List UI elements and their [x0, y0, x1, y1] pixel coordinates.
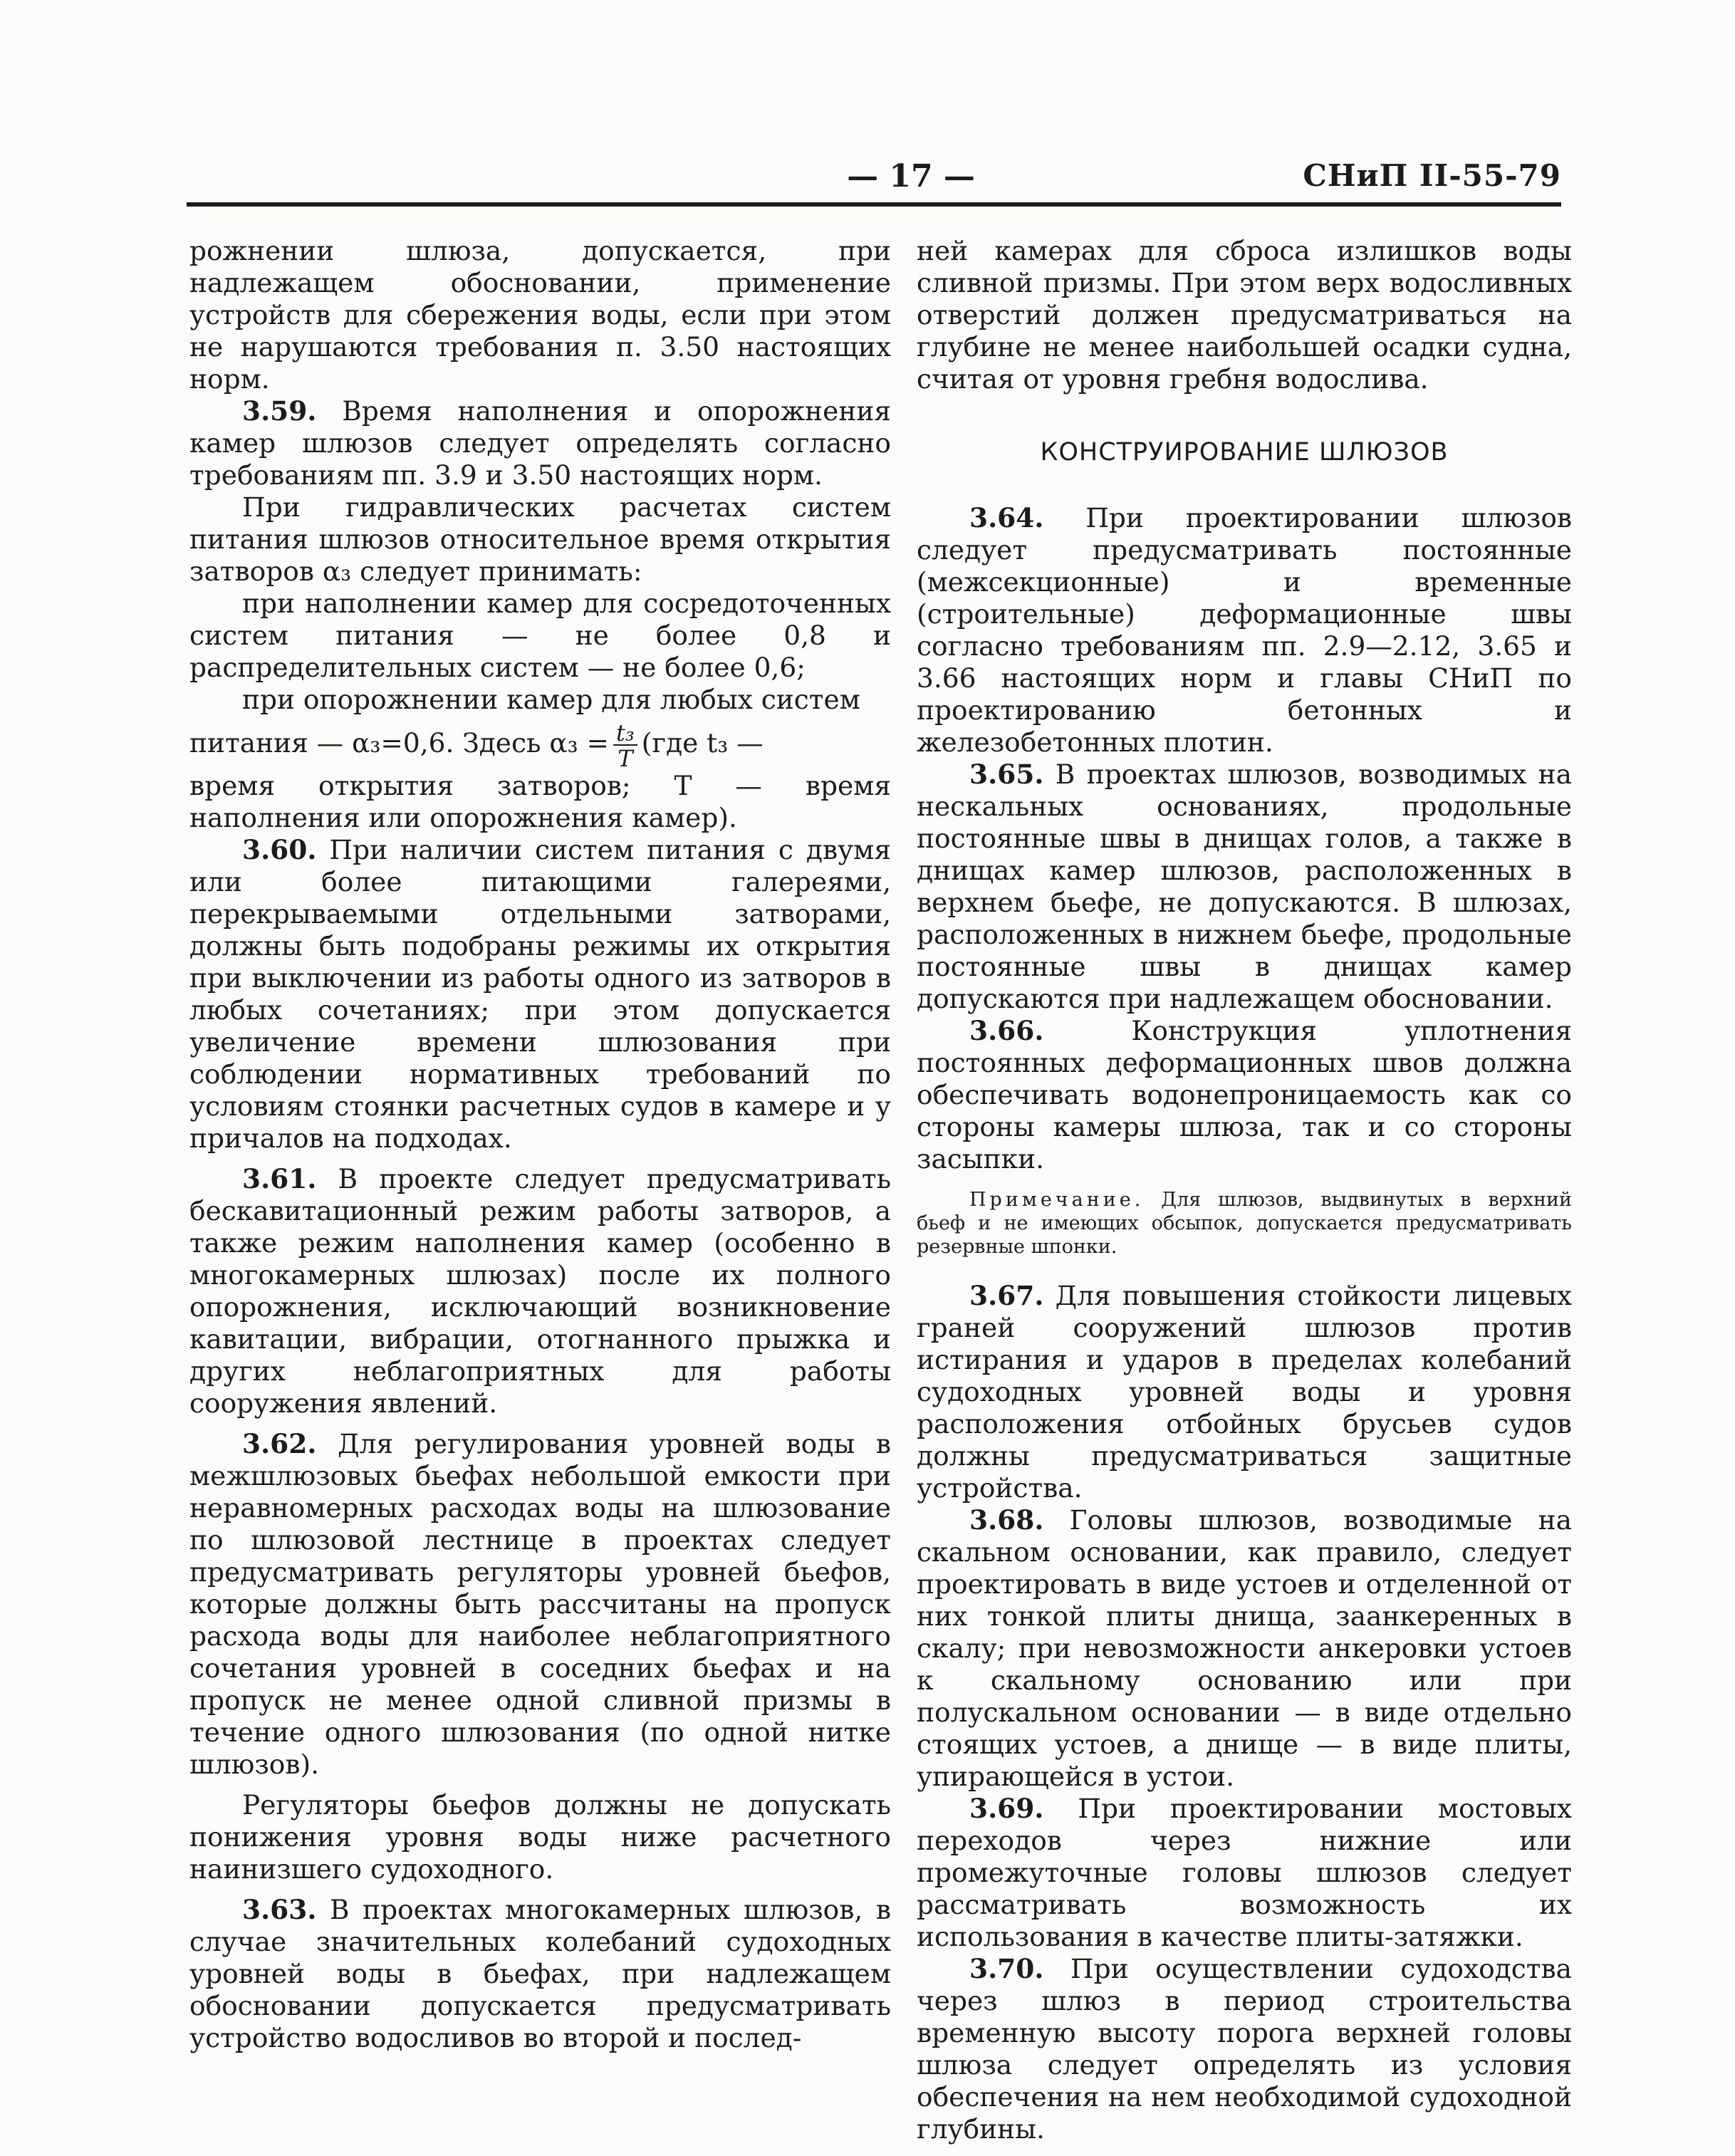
clause-text: При наличии систем питания с двумя или более питающими галереями, перекрываемыми отдельными затворами, должны быть подобраны режимы их открытия при выключении из работы одного из затворов в любых сочетаниях; при этом допускается увеличение времени шлюзования при соблюдении нормативных требований по условиям стоянки расчетных судов в камере и у причалов на подходах. [189, 834, 892, 1154]
paragraph-continuation: рожнении шлюза, допускается, при надлежащем обосновании, применение устройств для сбережения воды, если при этом не нарушаются требования п. 3.50 настоящих норм. [189, 235, 891, 395]
clause-3-70 [917, 1953, 1572, 2145]
page-header [187, 142, 1561, 199]
clause-3-65 [917, 759, 1572, 1015]
clause-number: 3.64. [969, 502, 1044, 533]
clause-text: При проектировании шлюзов следует предусматривать постоянные (межсекционные) и временные (строительные) деформационные швы согласно требованиям пп. 2.9—2.12, 3.65 и 3.66 настоящих норм и главы СНиП по проектированию бетонных и железобетонных плотин. [917, 502, 1573, 758]
clause-number: 3.65. [969, 759, 1044, 790]
clause-text: В проектах шлюзов, возводимых на нескальных основаниях, продольные постоянные швы в днищах голов, а также в днищах камер шлюзов, расположенных в верхнем бьефе, не допускаются. В шлюзах, расположенных в нижнем бьефе, продольные постоянные швы в днищах камер допускаются при надлежащем обосновании. [917, 759, 1572, 1014]
paragraph-continuation: ней камерах для сброса излишков воды сливной призмы. При этом верх водосливных отверстий должен предусматриваться на глубине не менее наибольшей осадки судна, считая от уровня гребня водослива. [917, 235, 1572, 395]
clause-number: 3.60. [242, 834, 317, 865]
clause-number: 3.62. [242, 1428, 317, 1459]
clause-3-68 [917, 1504, 1572, 1793]
right-column [917, 235, 1572, 2145]
clause-text: Головы шлюзов, возводимые на скальном основании, как правило, следует проектировать в виде устоев и отделенной от них тонкой плиты днища, заанкеренных в скалу; при невозможности анкеровки устоев к скальному основанию или при полускальном основании — в виде отдельно стоящих устоев, а днище — в виде плиты, упирающейся в устои. [917, 1504, 1572, 1792]
clause-3-60 [189, 834, 891, 1155]
clause-text: Конструкция уплотнения постоянных деформационных швов должна обеспечивать водонепроницаемость как со стороны камеры шлюза, так и со стороны засыпки. [917, 1015, 1572, 1175]
section-heading: КОНСТРУИРОВАНИЕ ШЛЮЗОВ [1040, 438, 1449, 467]
clause-3-66 [917, 1015, 1572, 1175]
page-number: — 17 — [847, 158, 975, 194]
fraction [613, 719, 637, 772]
clause-text: В проектах многокамерных шлюзов, в случае значительных колебаний судоходных уровней воды в бьефах, при надлежащем обосновании допускается предусматривать устройство водосливов во второй и послед- [189, 1894, 891, 2053]
formula-text: (где t₃ — [641, 727, 764, 759]
clause-text: При проектировании мостовых переходов через нижние или промежуточные головы шлюзов следует рассматривать возможность их использования в качестве плиты-затяжки. [917, 1793, 1573, 1952]
clause-number: 3.67. [969, 1280, 1044, 1311]
paragraph: время открытия затворов; T — время наполнения или опорожнения камер). [189, 770, 891, 833]
clause-3-64 [917, 502, 1572, 759]
paragraph: при наполнении камер для сосредоточенных систем питания — не более 0,8 и распределительных систем — не более 0,6; [189, 588, 891, 683]
clause-number: 3.69. [969, 1793, 1044, 1824]
clause-text: Для регулирования уровней воды в межшлюзовых бьефах небольшой емкости при неравномерных расходах воды на шлюзование по шлюзовой лестнице в проектах следует предусматривать регуляторы уровней бьефов, которые должны быть рассчитаны на пропуск расхода воды для наиболее неблагоприятного сочетания уровней в соседних бьефах и на пропуск не менее одной сливной призмы в течение одного шлюзования (по одной нитке шлюзов). [189, 1428, 892, 1780]
clause-number: 3.66. [969, 1015, 1044, 1046]
formula-line [189, 716, 891, 770]
clause-number: 3.63. [242, 1894, 317, 1925]
clause-number: 3.70. [969, 1953, 1044, 1984]
formula-text: питания — α₃=0,6. Здесь α₃ = [189, 727, 610, 759]
clause-text: В проекте следует предусматривать бескавитационный режим работы затворов, а также режим наполнения камер (особенно в многокамерных шлюзах) после их полного опорожнения, исключающий возникновение кавитации, вибрации, отогнанного прыжка и других неблагоприятных для работы сооружения явлений. [189, 1163, 891, 1419]
paragraph: При гидравлических расчетах систем питания шлюзов относительное время открытия затворов α₃ следует принимать: [189, 491, 891, 587]
clause-3-62 [189, 1428, 891, 1781]
clause-number: 3.68. [969, 1504, 1044, 1536]
left-column [189, 235, 891, 2054]
clause-3-59 [189, 395, 891, 491]
clause-3-61 [189, 1163, 891, 1420]
fraction-numerator: t₃ [613, 722, 637, 746]
note-label: Примечание. [969, 1189, 1145, 1211]
paragraph: Регуляторы бьефов должны не допускать понижения уровня воды ниже расчетного наинизшего судоходного. [189, 1789, 891, 1885]
clause-3-67 [917, 1280, 1572, 1504]
clause-number: 3.59. [242, 395, 317, 427]
header-divider [187, 202, 1561, 207]
paragraph: при опорожнении камер для любых систем [242, 684, 860, 715]
clause-text: При осуществлении судоходства через шлюз в период строительства временную высоту порога верхней головы шлюза следует определять из условия обеспечения на нем необходимой судоходной глубины. [917, 1953, 1572, 2145]
clause-text: Для повышения стойкости лицевых граней сооружений шлюзов против истирания и ударов в пределах колебаний судоходных уровней воды и уровня расположения отбойных брусьев судов должны предусматриваться защитные устройства. [917, 1280, 1573, 1504]
clause-3-69 [917, 1793, 1572, 1953]
clause-3-63 [189, 1894, 891, 2054]
clause-number: 3.61. [242, 1163, 317, 1194]
note-text: Для шлюзов, выдвинутых в верхний бьеф и не имеющих обсыпок, допускается предусматривать резервные шпонки. [917, 1189, 1572, 1258]
document-code: СНиП II-55-79 [1303, 158, 1561, 193]
clause-text: Время наполнения и опорожнения камер шлюзов следует определять согласно требованиям пп. 3.9 и 3.50 настоящих норм. [189, 395, 892, 491]
fraction-denominator: T [618, 744, 633, 772]
note [917, 1188, 1572, 1259]
